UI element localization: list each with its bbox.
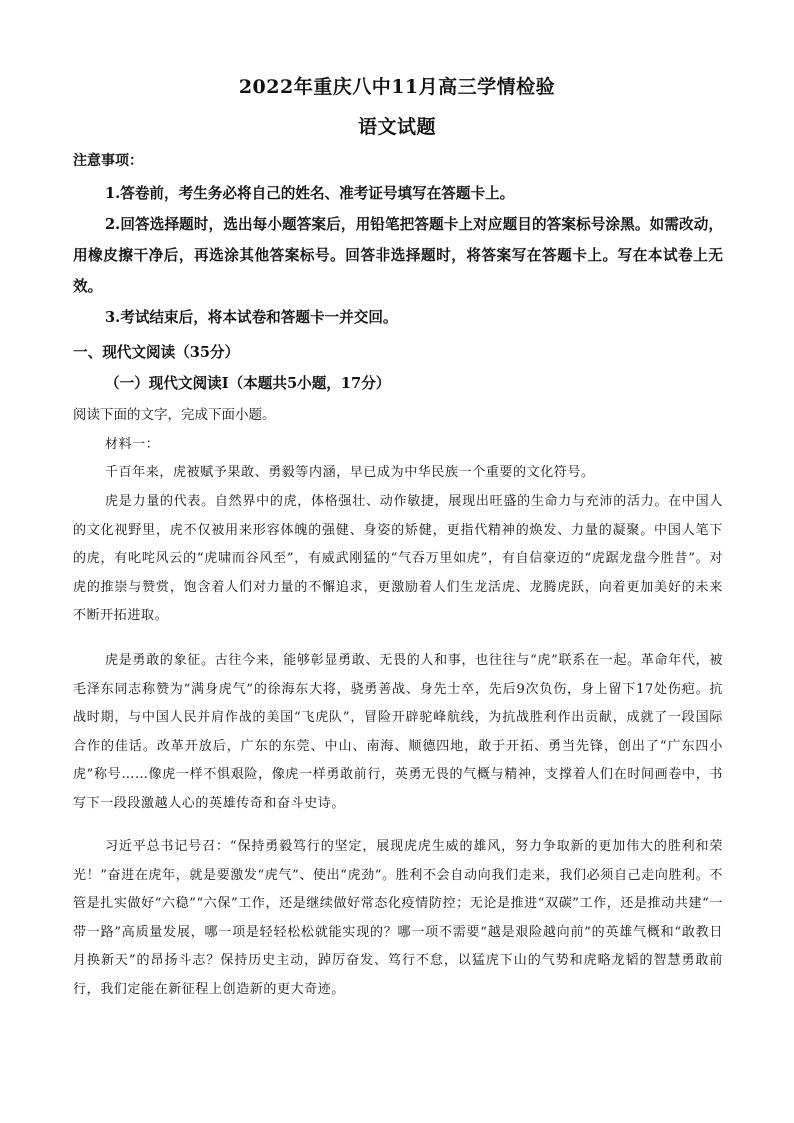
page-title: 2022年重庆八中11月高三学情检验 [238, 76, 556, 98]
reading-instruction: 阅读下面的文字，完成下面小题。 [73, 407, 276, 423]
notice-item-1: 1.答卷前，考生务必将自己的姓名、准考证号填写在答题卡上。 [105, 185, 515, 202]
page-subtitle: 语文试题 [357, 116, 436, 138]
notice-heading: 注意事项： [73, 153, 143, 169]
passage-paragraph-1: 千百年来，虎被赋予果敢、勇毅等内涵，早已成为中华民族一个重要的文化符号。 [105, 465, 595, 480]
notice-item-2: 2.回答选择题时，选出每小题答案后，用铅笔把答题卡上对应题目的答案标号涂黑。如需改动，用橡皮擦干净后，再选涂其他答案标号。回答非选择题时，将答案写在答题卡上。写在本试卷上无效。 [73, 216, 723, 295]
passage-paragraph-4: 习近平总书记号召：“保持勇毅笃行的坚定，展现虎虎生威的雄风，努力争取新的更加伟大的胜利和荣光！”奋进在虎年，就是要激发“虎气”、使出“虎劲”。胜利不会自动向我们走来，我们必须自己走向胜利。不管是扎实做好“六稳”“六保”工作，还是继续做好常态化疫情防控；无论是推进“双碳”工作，还是推动共建“一带一路”高质量发展，哪一项是轻轻松松就能实现的？哪一项不需要“越是艰险越向前”的英雄气概和“敢教日月换新天”的昂扬斗志？保持历史主动，踔厉奋发、笃行不怠，以猛虎下山的气势和虎略龙韬的智慧勇敢前行，我们定能在新征程上创造新的更大奇迹。 [73, 839, 723, 997]
subsection-heading: （一）现代文阅读Ⅰ（本题共5小题，17分） [105, 375, 391, 392]
passage-paragraph-2: 虎是力量的代表。自然界中的虎，体格强壮、动作敏捷，展现出旺盛的生命力与充沛的活力。在中国人的文化视野里，虎不仅被用来形容体魄的强健、身姿的矫健，更指代精神的焕发、力量的凝聚。中国人笔下的虎，有叱咤风云的“虎啸而谷风至”，有威武刚猛的“气吞万里如虎”，有自信豪迈的“虎踞龙盘今胜昔”。对虎的推崇与赞赏，饱含着人们对力量的不懈追求，更激励着人们生龙活虎、龙腾虎跃，向着更加美好的未来不断开拓进取。 [73, 494, 723, 623]
notice-item-3: 3.考试结束后，将本试卷和答题卡一并交回。 [105, 309, 398, 326]
section-heading: 一、现代文阅读（35分） [73, 344, 240, 361]
passage-paragraph-3: 虎是勇敢的象征。古往今来，能够彰显勇敢、无畏的人和事，也往往与“虎”联系在一起。革命年代，被毛泽东同志称赞为“满身虎气”的徐海东大将，骁勇善战、身先士卒，先后9次负伤，身上留下17处伤疤。抗战时期，与中国人民并肩作战的美国“飞虎队”，冒险开辟驼峰航线，为抗战胜利作出贡献，成就了一段国际合作的佳话。改革开放后，广东的东莞、中山、南海、顺德四地，敢于开拓、勇当先锋，创出了“广东四小虎”称号……像虎一样不惧艰险，像虎一样勇敢前行，英勇无畏的气概与精神，支撑着人们在时间画卷中，书写下一段段激越人心的英雄传奇和奋斗史诗。 [73, 653, 723, 811]
material-label: 材料一： [105, 437, 160, 452]
